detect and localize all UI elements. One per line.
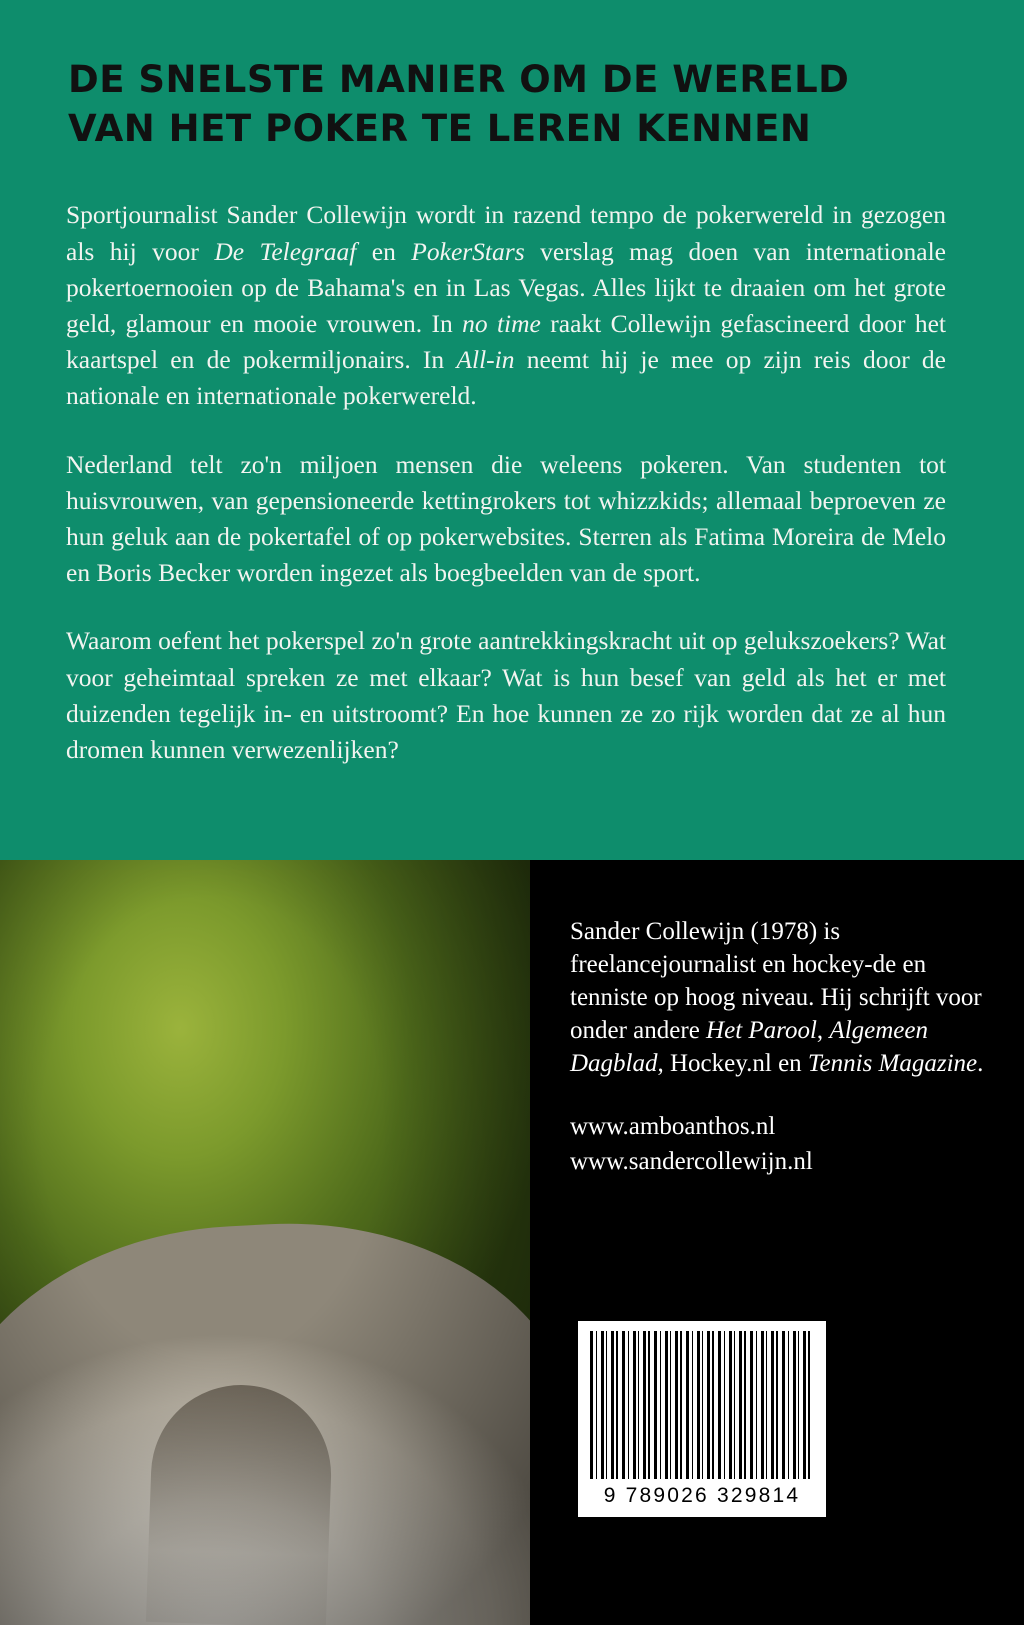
bottom-section: [0, 860, 1024, 1625]
headline-line-2: VAN HET POKER TE LEREN KENNEN: [68, 107, 812, 151]
barcode-digits: 9 789026 329814: [603, 1484, 801, 1507]
author-bio: Sander Collewijn (1978) is freelancejournalist en hockey-de en tenniste op hoog niveau. Hij schrijft voor onder andere Het Parool, Algemeen Dagblad, Hockey.nl en Tennis Magazine.: [570, 918, 984, 1077]
barcode-bars: [590, 1331, 814, 1479]
barcode: [578, 1321, 826, 1517]
publisher-website[interactable]: www.amboanthos.nl: [570, 1113, 776, 1140]
headline-line-1: DE SNELSTE MANIER OM DE WERELD: [68, 58, 850, 101]
blurb-text: [66, 197, 946, 768]
blurb-paragraph: Sportjournalist Sander Collewijn wordt in razend tempo de pokerwereld in gezogen als hij voor De Telegraaf en PokerStars verslag mag doen van internationale pokertoernooien op de Bahama's en in Las Vegas. Alles lijkt te draaien om het grote geld, glamour en mooie vrouwen. In no time raakt Collewijn gefascineerd door het kaartspel en de pokermiljonairs. In All-in neemt hij je mee op zijn reis door de nationale en internationale pokerwereld.: [66, 200, 946, 411]
author-website[interactable]: www.sandercollewijn.nl: [570, 1148, 813, 1175]
photo-vignette: [0, 860, 530, 1625]
page-title: [68, 55, 948, 153]
author-info-panel: [530, 860, 1024, 1625]
blurb-paragraph: Nederland telt zo'n miljoen mensen die weleens pokeren. Van studenten tot huisvrouwen, van gepensioneerde kettingrokers tot whizzkids; allemaal beproeven ze hun geluk aan de pokertafel of op pokerwebsites. Sterren als Fatima Moreira de Melo en Boris Becker worden ingezet als boegbeelden van de sport.: [66, 449, 946, 588]
author-photo: [0, 860, 530, 1625]
blurb-paragraph: Waarom oefent het pokerspel zo'n grote aantrekkingskracht uit op gelukszoekers? Wat voor geheimtaal spreken ze met elkaar? Wat is hun besef van geld als het er met duizenden tegelijk in- en uitstroomt? En hoe kunnen ze zo rijk worden dat ze al hun dromen kunnen verwezenlijken?: [66, 626, 946, 765]
